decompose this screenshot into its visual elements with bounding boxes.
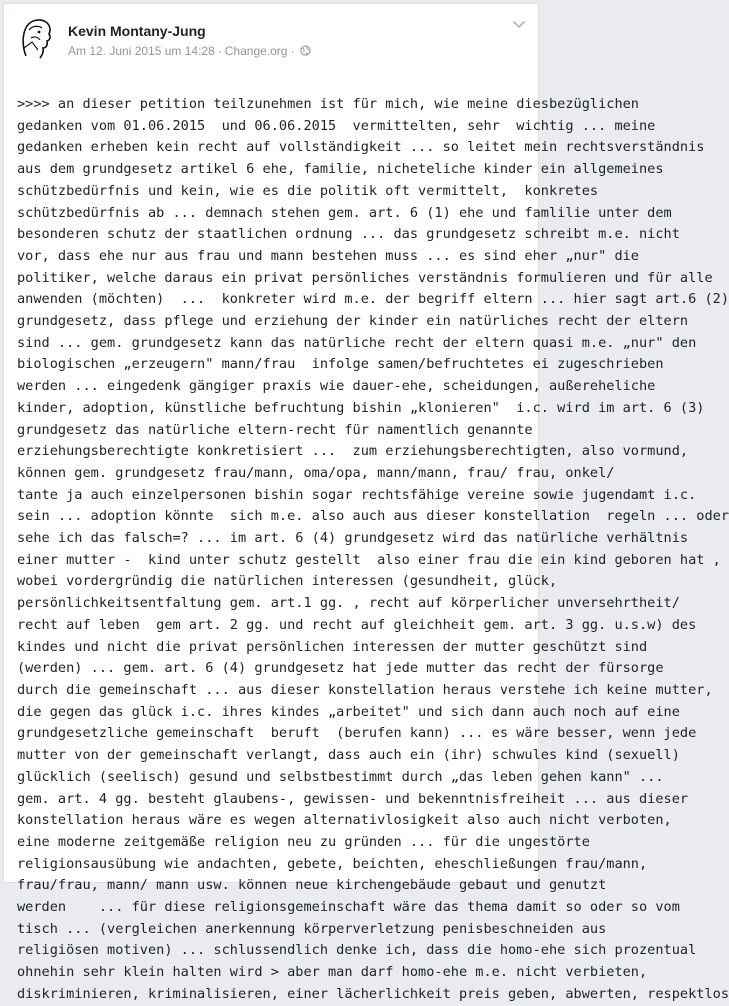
- chevron-down-icon[interactable]: [512, 20, 526, 30]
- post-text-line: können gem. grundgesetz frau/mann, oma/opa, mann/mann, frau/ frau, onkel/: [17, 464, 615, 481]
- post-text-line: anwenden (möchten) ... konkreter wird m.e. der begriff eltern ... hier sagt art.6 (2): [17, 291, 729, 308]
- post-text-line: kinder, adoption, künstliche befruchtung bishin „klonieren" i.c. wird im art. 6 (3): [17, 399, 705, 416]
- post-text-line: tante ja auch einzelpersonen bishin sogar rechtsfähige vereine sowie jugendamt i.c.: [17, 486, 697, 503]
- post-text-line: frau/frau, mann/ mann usw. können neue kirchengebäude gebaut und genutzt: [17, 877, 607, 894]
- post-text-line: vor, dass ehe nur aus frau und mann bestehen muss ... es sind eher „nur" die: [17, 247, 639, 264]
- post-text-line: grundgesetzliche gemeinschaft beruft (berufen kann) ... es wäre besser, wenn jede: [17, 725, 697, 742]
- post-meta: [68, 44, 311, 58]
- post-text-line: glücklich (seelisch) gesund und selbstbestimmt durch „das leben gehen kann" ...: [17, 768, 664, 785]
- post-text-line: mutter von der gemeinschaft verlangt, dass auch ein (ihr) schwules kind (sexuell): [17, 747, 680, 764]
- post-text-line: gedanken erheben kein recht auf vollständigkeit ... so leitet mein rechtsverständnis: [17, 139, 705, 156]
- post-text-line: schützbedürfnis ab ... demnach stehen gem. art. 6 (1) ehe und famlilie unter dem: [17, 204, 672, 221]
- post-text-line: schützbedürfnis und kein, wie es die politik oft vermittelt, konkretes: [17, 182, 599, 199]
- post-text-line: kindes und nicht die privat persönlichen interessen der mutter geschützt sind: [17, 638, 648, 655]
- post-text-line: recht auf leben gem art. 2 gg. und recht auf gleichheit gem. art. 3 gg. u.s.w) des: [17, 616, 697, 633]
- post-text-line: werden ... eingedenk gängiger praxis wie dauer-ehe, scheidungen, außereheliche: [17, 378, 656, 395]
- post-text-line: erziehungsberechtigte konkretisiert ... zum erziehungsberechtigten, also vormund,: [17, 443, 689, 460]
- meta-separator-2: ·: [290, 44, 295, 58]
- post-text-line: eine moderne zeitgemäße religion neu zu gründen ... für die ungestörte: [17, 833, 590, 850]
- post-text-line: aus dem grundgesetz artikel 6 ehe, familie, nicheteliche kinder ein allgemeines: [17, 161, 664, 178]
- post-text-line: durch die gemeinschaft ... aus dieser konstellation heraus verstehe ich keine mutter,: [17, 681, 713, 698]
- post-text-line: sein ... adoption könnte sich m.e. also auch aus dieser konstellation regeln ... oder: [17, 508, 729, 525]
- post-text-line: einer mutter - kind unter schutz gestellt also einer frau die ein kind geboren hat ,: [17, 551, 721, 568]
- avatar[interactable]: [18, 16, 56, 60]
- post-text-line: tisch ... (vergleichen anerkennung körperverletzung penisbeschneiden aus: [17, 920, 607, 937]
- post-text-line: diskriminieren, kriminalisieren, einer lächerlichkeit preis geben, abwerten, respektlos: [17, 985, 729, 1002]
- post-text-line: grundgesetz, dass pflege und erziehung der kinder ein natürliches recht der eltern: [17, 313, 689, 330]
- post-text-line: die gegen das glück i.c. ihres kindes „arbeitet" und sich dann auch noch auf eine: [17, 703, 680, 720]
- post-text-line: persönlichkeitsentfaltung gem. art.1 gg. , recht auf körperlicher unversehrtheit/: [17, 595, 680, 612]
- post-text-line: konstellation heraus wäre es wegen alternativlosigkeit also auch nicht verboten,: [17, 812, 672, 829]
- post-source[interactable]: Change.org: [224, 44, 288, 58]
- post-author[interactable]: Kevin Montany-Jung: [68, 23, 206, 39]
- post-text-line: sehe ich das falsch=? ... im art. 6 (4) grundgesetz wird das natürliche verhältnis: [17, 530, 689, 547]
- meta-separator: ·: [217, 44, 222, 58]
- post-timestamp[interactable]: Am 12. Juni 2015 um 14:28: [68, 44, 215, 58]
- post-text-line: biologischen „erzeugern" mann/frau infolge samen/befruchtetes ei zugeschrieben: [17, 356, 664, 373]
- post-text-line: sind ... gem. grundgesetz kann das natürliche recht der eltern quasi m.e. „nur" den: [17, 334, 697, 351]
- post-text-line: ohnehin sehr klein halten wird > aber man darf homo-ehe m.e. nicht verbieten,: [17, 964, 648, 981]
- post-text-line: werden ... für diese religionsgemeinschaft wäre das thema damit so oder so vom: [17, 899, 680, 916]
- post-text-line: grundgesetz das natürliche eltern-recht für namentlich genannte: [17, 421, 533, 438]
- post-text-line: (werden) ... gem. art. 6 (4) grundgesetz hat jede mutter das recht der fürsorge: [17, 660, 664, 677]
- post-text-line: religionsausübung wie andachten, gebete, beichten, eheschließungen frau/mann,: [17, 855, 648, 872]
- post-text-line: politiker, welche daraus ein privat persönliches verständnis formulieren und für alle: [17, 269, 713, 286]
- post-text-line: >>>> an dieser petition teilzunehmen ist für mich, wie meine diesbezüglichen: [17, 96, 639, 112]
- post-body: [17, 94, 729, 1006]
- post-text-line: wobei vordergründig die natürlichen interessen (gesundheit, glück,: [17, 573, 558, 590]
- globe-icon[interactable]: [300, 45, 311, 56]
- post-text-line: gem. art. 4 gg. besteht glaubens-, gewissen- und bekenntnisfreiheit ... aus dieser: [17, 790, 689, 807]
- post-text-line: gedanken vom 01.06.2015 und 06.06.2015 vermittelten, sehr wichtig ... meine: [17, 117, 656, 134]
- post-text-line: besonderen schutz der staatlichen ordnung ... das grundgesetz schreibt m.e. nicht: [17, 226, 680, 243]
- post-text-line: religiösen motiven) ... schlussendlich denke ich, dass die homo-ehe sich prozentual: [17, 942, 697, 959]
- post-header: [4, 4, 538, 66]
- post-card: [3, 3, 729, 1002]
